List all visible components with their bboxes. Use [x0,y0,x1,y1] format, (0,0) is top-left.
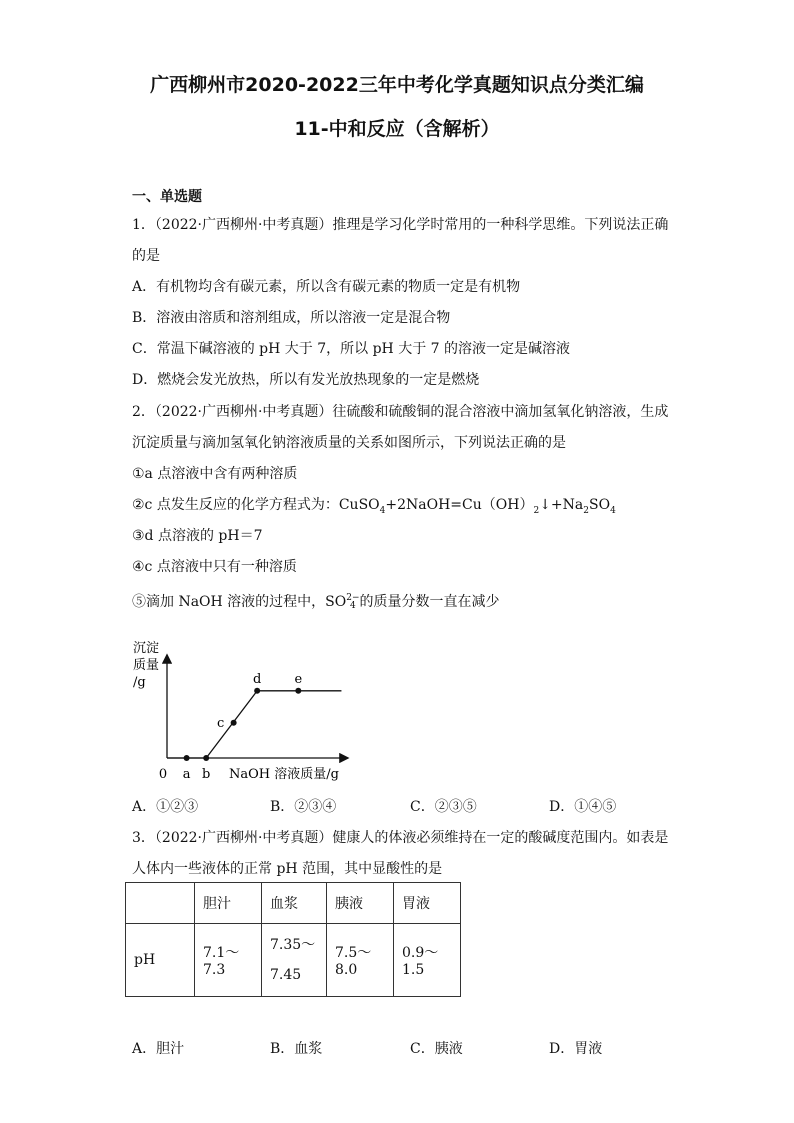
q3-option-a: A．胆汁 [132,1041,185,1057]
table-header-cell: 胃液 [394,883,461,924]
y-axis-label-line: 沉淀 [133,641,160,656]
precipitate-mass-chart [125,630,365,790]
q1-option-d: D．燃烧会发光放热，所以有发光放热现象的一定是燃烧 [132,372,480,388]
q3-option-d: D．胃液 [549,1041,603,1057]
point-c [231,720,237,726]
table-row-label: pH [126,924,195,997]
q2-statement-5: ⑤滴加 NaOH 溶液的过程中，SO2− 4 的质量分数一直在减少 [132,593,500,611]
table-header-row [126,883,461,924]
q2-option-c: C．②③⑤ [410,799,477,815]
point-label-d: d [252,671,262,687]
table-header-cell: 胰液 [327,883,394,924]
table-cell: 7.35～ 7.45 [262,924,327,997]
point-label-c: c [216,715,225,731]
q2-statement-1: ①a 点溶液中含有两种溶质 [132,466,298,482]
table-cell: 7.5～8.0 [327,924,394,997]
y-axis-label-line: 质量 [133,658,160,673]
table-cell: 7.1～7.3 [195,924,262,997]
q2-option-a: A．①②③ [132,799,199,815]
table-header-cell [126,883,195,924]
section-heading: 一、单选题 [132,189,202,205]
q2-stem-line-1: 2．（2022·广西柳州·中考真题）往硫酸和硫酸铜的混合溶液中滴加氢氧化钠溶液，生成 [132,404,669,420]
q3-option-c: C．胰液 [410,1041,463,1057]
q3-stem-line-2: 人体内一些液体的正常 pH 范围，其中显酸性的是 [132,861,443,877]
q2-stem-line-2: 沉淀质量与滴加氢氧化钠溶液质量的关系如图所示，下列说法正确的是 [132,435,566,451]
q1-stem-line-2: 的是 [132,248,160,264]
q1-option-c: C．常温下碱溶液的 pH 大于 7，所以 pH 大于 7 的溶液一定是碱溶液 [132,341,571,357]
point-label-e: e [294,671,303,687]
point-label-b: b [202,767,211,782]
q2-statement-4: ④c 点溶液中只有一种溶质 [132,559,297,575]
table-header-cell: 胆汁 [195,883,262,924]
table-cell: 0.9～1.5 [394,924,461,997]
origin-label: 0 [158,767,168,782]
point-a [184,755,190,761]
q3-stem-line-1: 3．（2022·广西柳州·中考真题）健康人的体液必须维持在一定的酸碱度范围内。如表是 [132,830,669,846]
q2-statement-3: ③d 点溶液的 pH＝7 [132,528,263,544]
point-b [203,755,209,761]
q1-option-b: B．溶液由溶质和溶剂组成，所以溶液一定是混合物 [132,310,451,326]
q3-option-b: B．血浆 [270,1041,323,1057]
point-d [254,688,260,694]
q2-option-d: D．①④⑤ [549,799,617,815]
table-row [126,924,461,997]
precipitate-curve [167,691,341,758]
title-line-2: 11-中和反应（含解析） [294,118,500,140]
point-label-a: a [182,767,191,782]
x-axis-label: NaOH 溶液质量/g [229,767,339,782]
q2-option-b: B．②③④ [270,799,337,815]
title-line-1: 广西柳州市2020-2022三年中考化学真题知识点分类汇编 [150,74,644,96]
y-axis-label-line: /g [133,675,146,690]
point-e [295,688,301,694]
q1-option-a: A．有机物均含有碳元素，所以含有碳元素的物质一定是有机物 [132,279,521,295]
q2-statement-2: ②c 点发生反应的化学方程式为：$CuSO_4+2NaOH=Cu(OH)_2↓+Na_2SO_4$ [132,497,616,516]
table-header-cell: 血浆 [262,883,327,924]
q1-stem-line-1: 1．（2022·广西柳州·中考真题）推理是学习化学时常用的一种科学思维。下列说法正确 [132,217,669,233]
ph-table [125,882,461,997]
